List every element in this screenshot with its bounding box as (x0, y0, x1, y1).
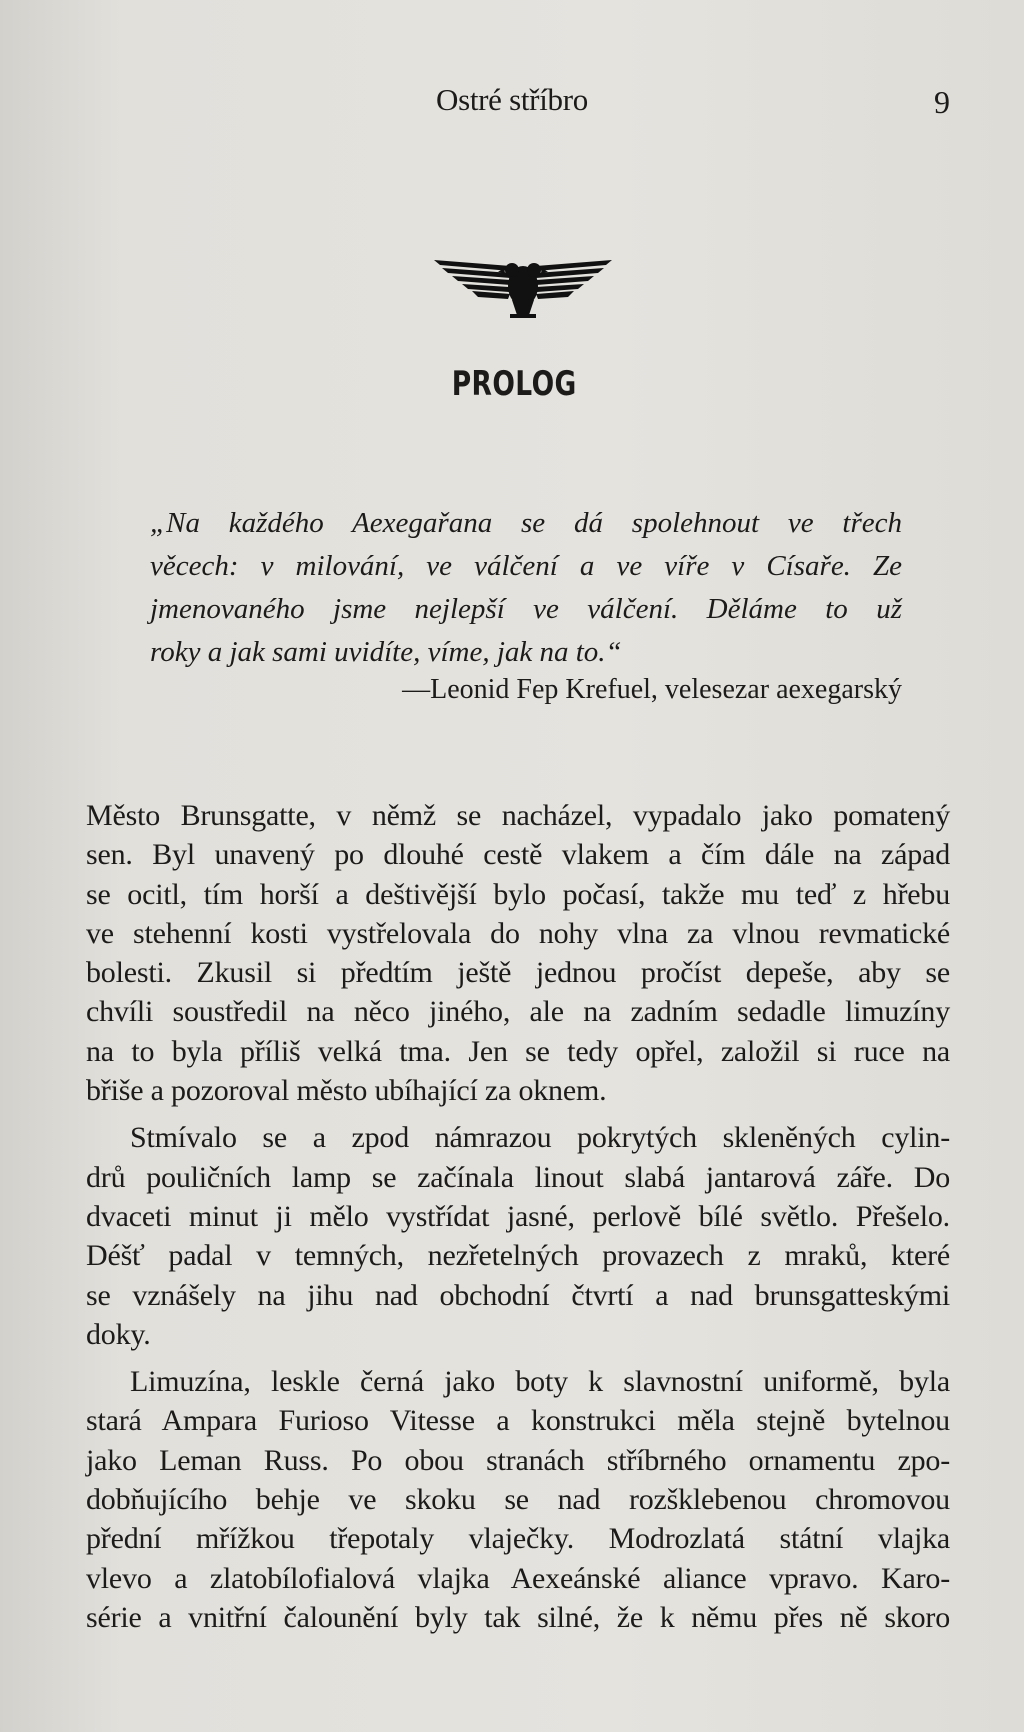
text-line: drů pouličních lamp se začínala linout slabá jantarová záře. Do (86, 1160, 950, 1194)
text-line: břiše a pozoroval město ubíhající za oknem. (86, 1074, 607, 1108)
running-head (0, 82, 1024, 122)
body-text (86, 796, 950, 1645)
text-line: přední mřížkou třepotaly vlaječky. Modrozlatá státní vlajka (86, 1522, 950, 1556)
text-line: chvíli soustředil na něco jiného, ale na zadním sedadle limuzíny (86, 995, 950, 1029)
text-line: vlevo a zlatobílofialová vlajka Aexeánské aliance vpravo. Karo- (86, 1561, 950, 1595)
text-line: se vznášely na jihu nad obchodní čtvrtí a nad brunsgatteskými (86, 1278, 950, 1312)
text-line: Stmívalo se a zpod námrazou pokrytých skleněných cylin- (130, 1121, 950, 1155)
paragraph-2 (86, 1118, 950, 1354)
text-line: stará Ampara Furioso Vitesse a konstrukci měla stejně bytelnou (86, 1404, 950, 1438)
imperial-aquila-icon (432, 256, 614, 326)
epigraph-line: jmenovaného jsme nejlepší ve válčení. Děláme to už (150, 593, 902, 625)
text-line: doky. (86, 1317, 151, 1351)
epigraph-line: roky a jak sami uvidíte, víme, jak na to.“ (150, 636, 622, 668)
text-line: série a vnitřní čalounění byly tak silné, že k němu přes ně skoro (86, 1600, 950, 1634)
epigraph-line: věcech: v milování, ve válčení a ve víře v Císaře. Ze (150, 550, 902, 582)
running-title: Ostré stříbro (436, 82, 588, 117)
paragraph-1 (86, 796, 950, 1110)
chapter-title: PROLOG (451, 364, 577, 404)
text-line: ve stehenní kosti vystřelovala do nohy vlna za vlnou revmatické (86, 916, 950, 950)
text-line: na to byla příliš velká tma. Jen se tedy opřel, založil si ruce na (86, 1034, 950, 1068)
epigraph-attribution: —Leonid Fep Krefuel, velesezar aexegarský (402, 674, 902, 705)
epigraph-quote (150, 502, 902, 674)
text-line: Déšť padal v temných, nezřetelných provazech z mraků, které (86, 1239, 950, 1273)
text-line: dobňujícího behje ve skoku se nad rozšklebenou chromovou (86, 1483, 950, 1517)
page-number: 9 (934, 84, 950, 120)
epigraph-line: „Na každého Aexegařana se dá spolehnout ve třech (150, 507, 902, 539)
text-line: Limuzína, leskle černá jako boty k slavnostní uniformě, byla (130, 1365, 950, 1399)
text-line: jako Leman Russ. Po obou stranách stříbrného ornamentu zpo- (86, 1443, 950, 1477)
text-line: dvaceti minut ji mělo vystřídat jasné, perlově bílé světlo. Přešelo. (86, 1199, 950, 1233)
text-line: Město Brunsgatte, v němž se nacházel, vypadalo jako pomatený (86, 799, 950, 832)
paragraph-3 (86, 1362, 950, 1637)
text-line: bolesti. Zkusil si předtím ještě jednou pročíst depeše, aby se (86, 956, 950, 990)
text-line: sen. Byl unavený po dlouhé cestě vlakem a čím dále na západ (86, 838, 950, 872)
text-line: se ocitl, tím horší a deštivější bylo počasí, takže mu teď z hřebu (86, 877, 950, 911)
